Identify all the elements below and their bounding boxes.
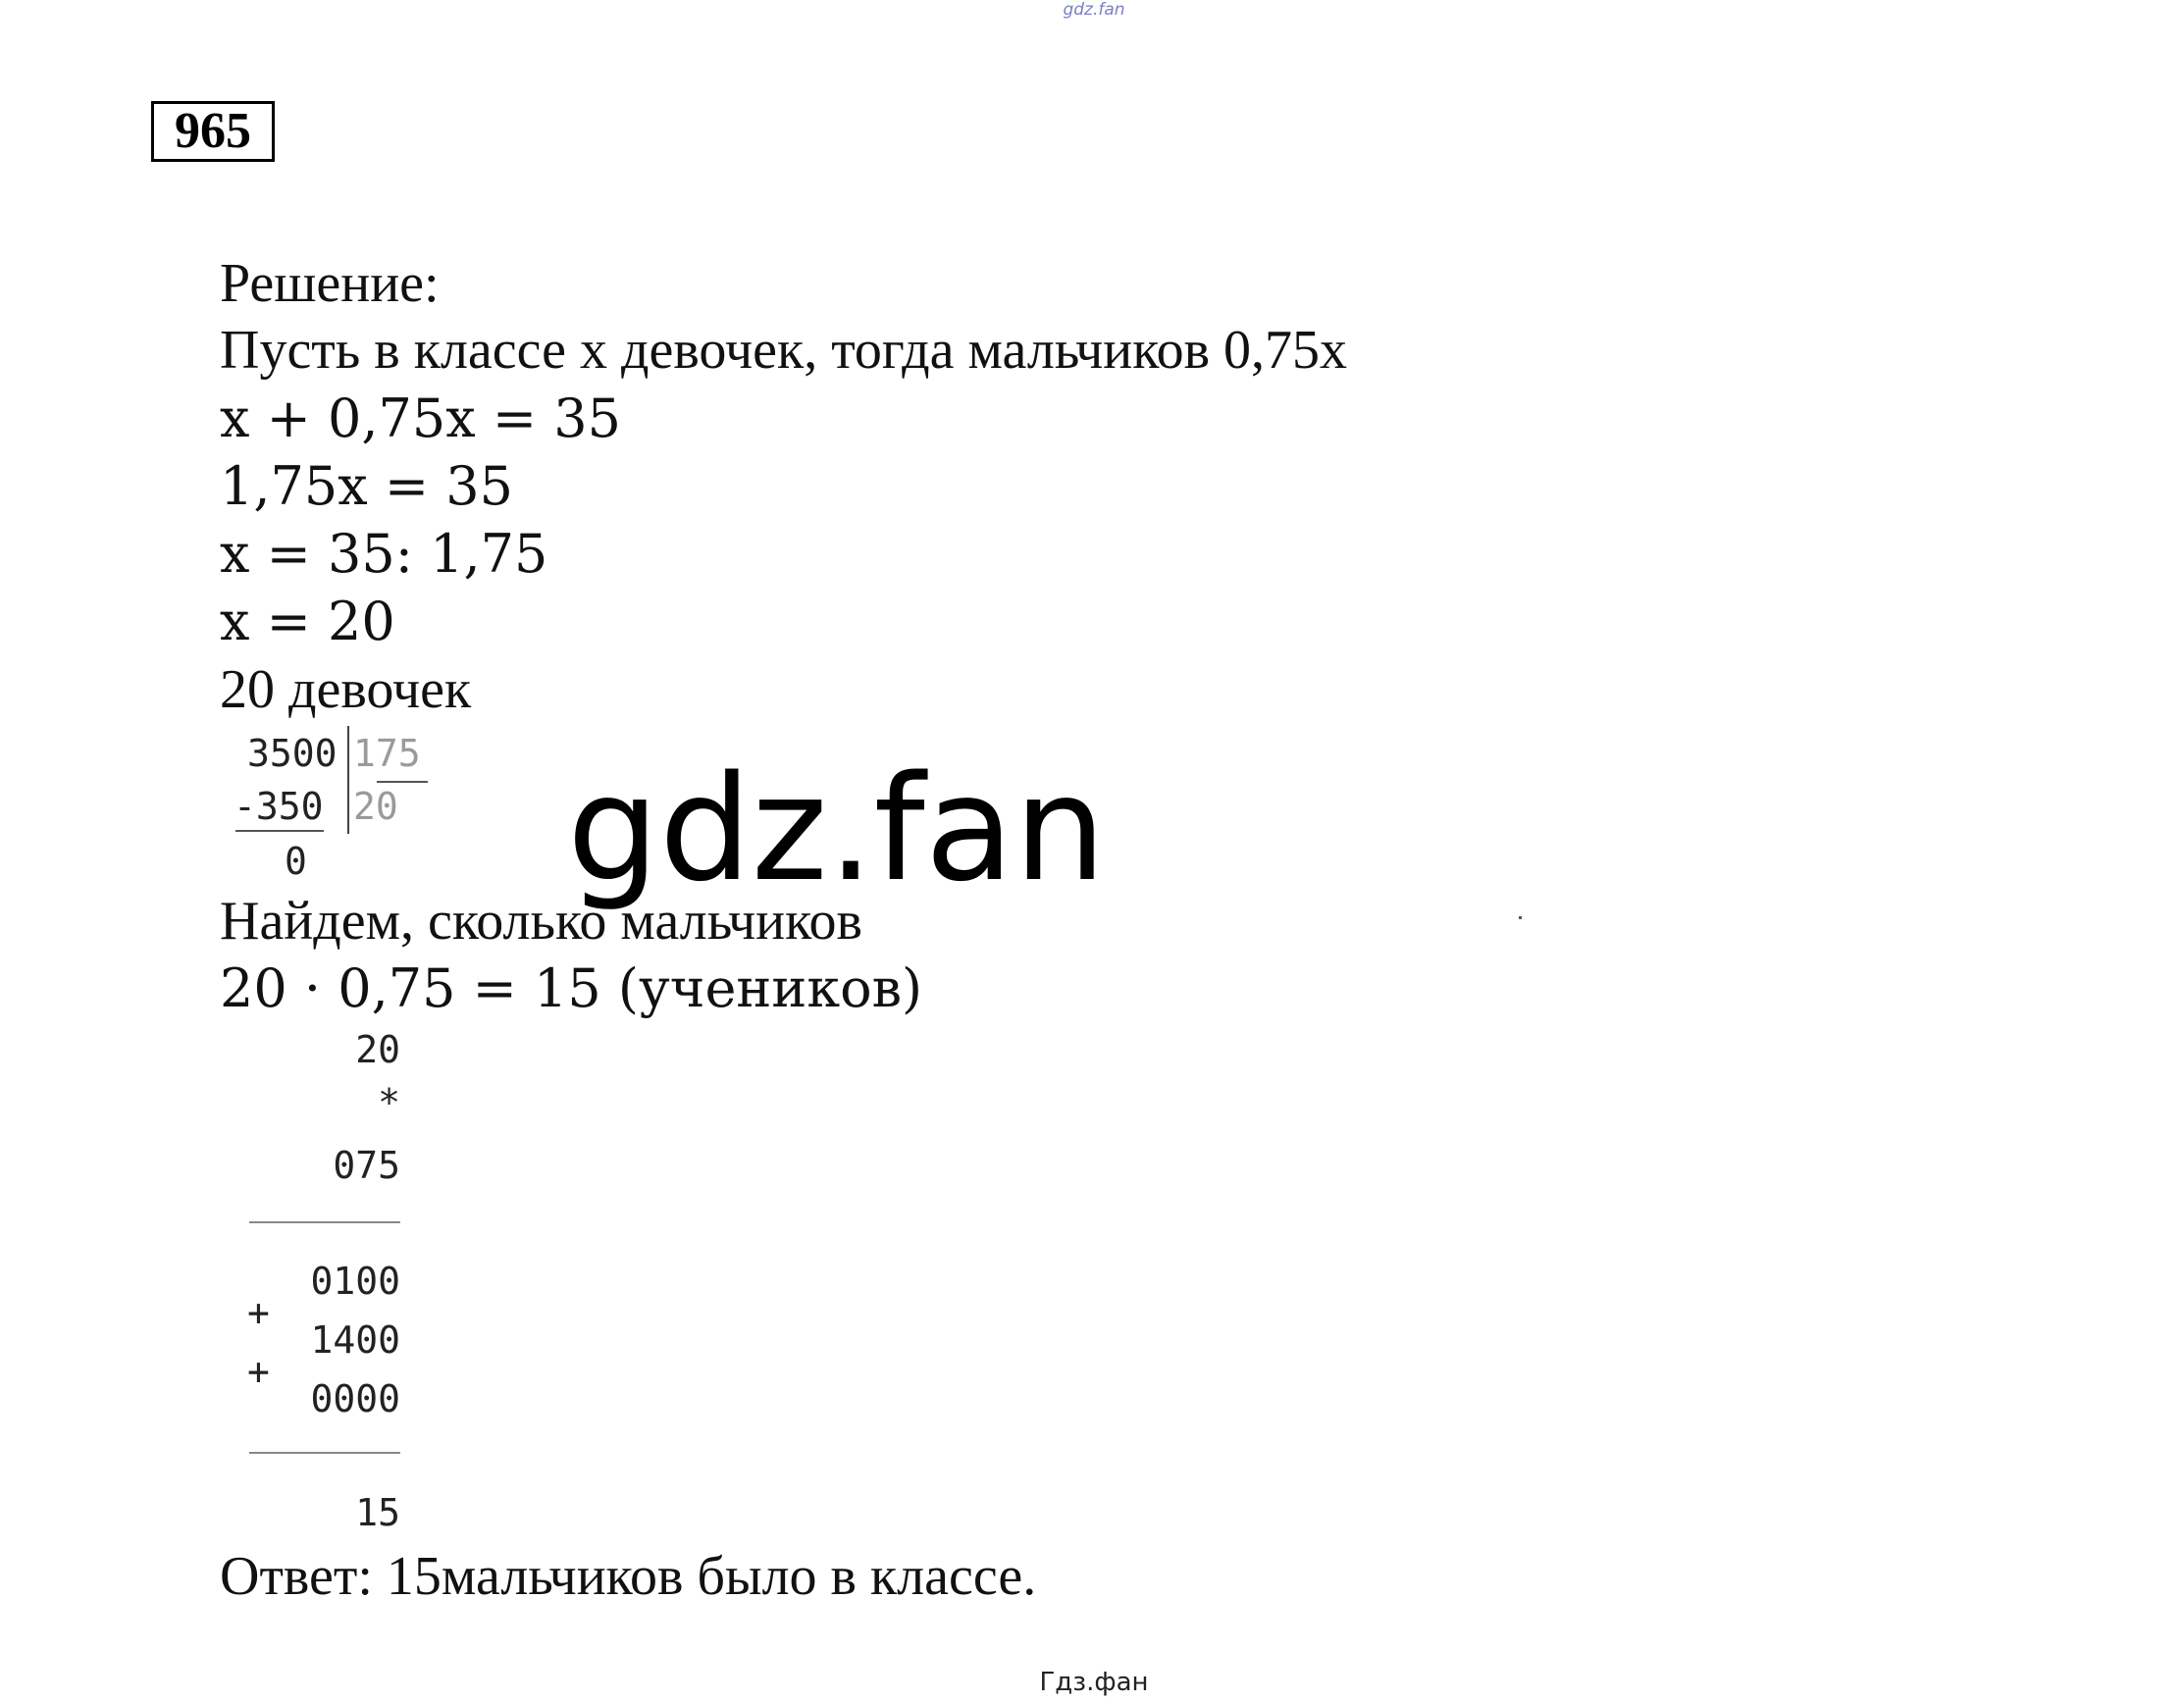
equation-1: x + 0,75x = 35	[220, 387, 622, 449]
solution-line-2: Найдем, сколько мальчиков	[220, 891, 862, 952]
site-watermark-top: gdz.fan	[1063, 0, 1125, 20]
footer-watermark: Гдз.фан	[1039, 1668, 1149, 1697]
division-dividend: 3500	[247, 732, 338, 775]
mult-plus-1: +	[247, 1291, 270, 1334]
mult-top: 20	[355, 1028, 400, 1071]
mult-partial-3: 0000	[310, 1377, 400, 1420]
result-girls: 20 девочек	[220, 659, 472, 720]
mult-partial-2: 1400	[310, 1318, 400, 1362]
solution-line-1: Пусть в классе x девочек, тогда мальчиков 0,75x	[220, 320, 1348, 381]
division-subtract-underline	[235, 830, 324, 832]
answer-line: Ответ: 15мальчиков было в классе.	[220, 1546, 1037, 1607]
mult-bottom: 075	[333, 1144, 400, 1187]
division-divisor-underline	[377, 781, 428, 783]
division-divisor: 175	[353, 732, 421, 775]
mult-plus-2: +	[247, 1350, 270, 1393]
equation-2: 1,75x = 35	[220, 455, 513, 517]
mult-divider-1	[249, 1221, 400, 1223]
mult-operator: *	[378, 1081, 400, 1124]
mult-result: 15	[355, 1491, 400, 1534]
mult-partial-1: 0100	[310, 1260, 400, 1303]
problem-number-box: 965	[151, 101, 275, 162]
division-remainder: 0	[285, 840, 307, 883]
mult-divider-2	[249, 1452, 400, 1454]
division-quotient: 20	[353, 785, 398, 828]
stray-mark	[1519, 916, 1522, 919]
equation-5: 20 · 0,75 = 15 (учеников)	[220, 957, 923, 1019]
solution-heading: Решение:	[220, 253, 440, 314]
equation-4: x = 20	[220, 591, 395, 652]
division-subtrahend: -350	[234, 785, 324, 828]
equation-3: x = 35: 1,75	[220, 523, 548, 585]
division-vertical-bar	[347, 726, 349, 834]
overlay-watermark: gdz.fan	[567, 745, 1107, 913]
